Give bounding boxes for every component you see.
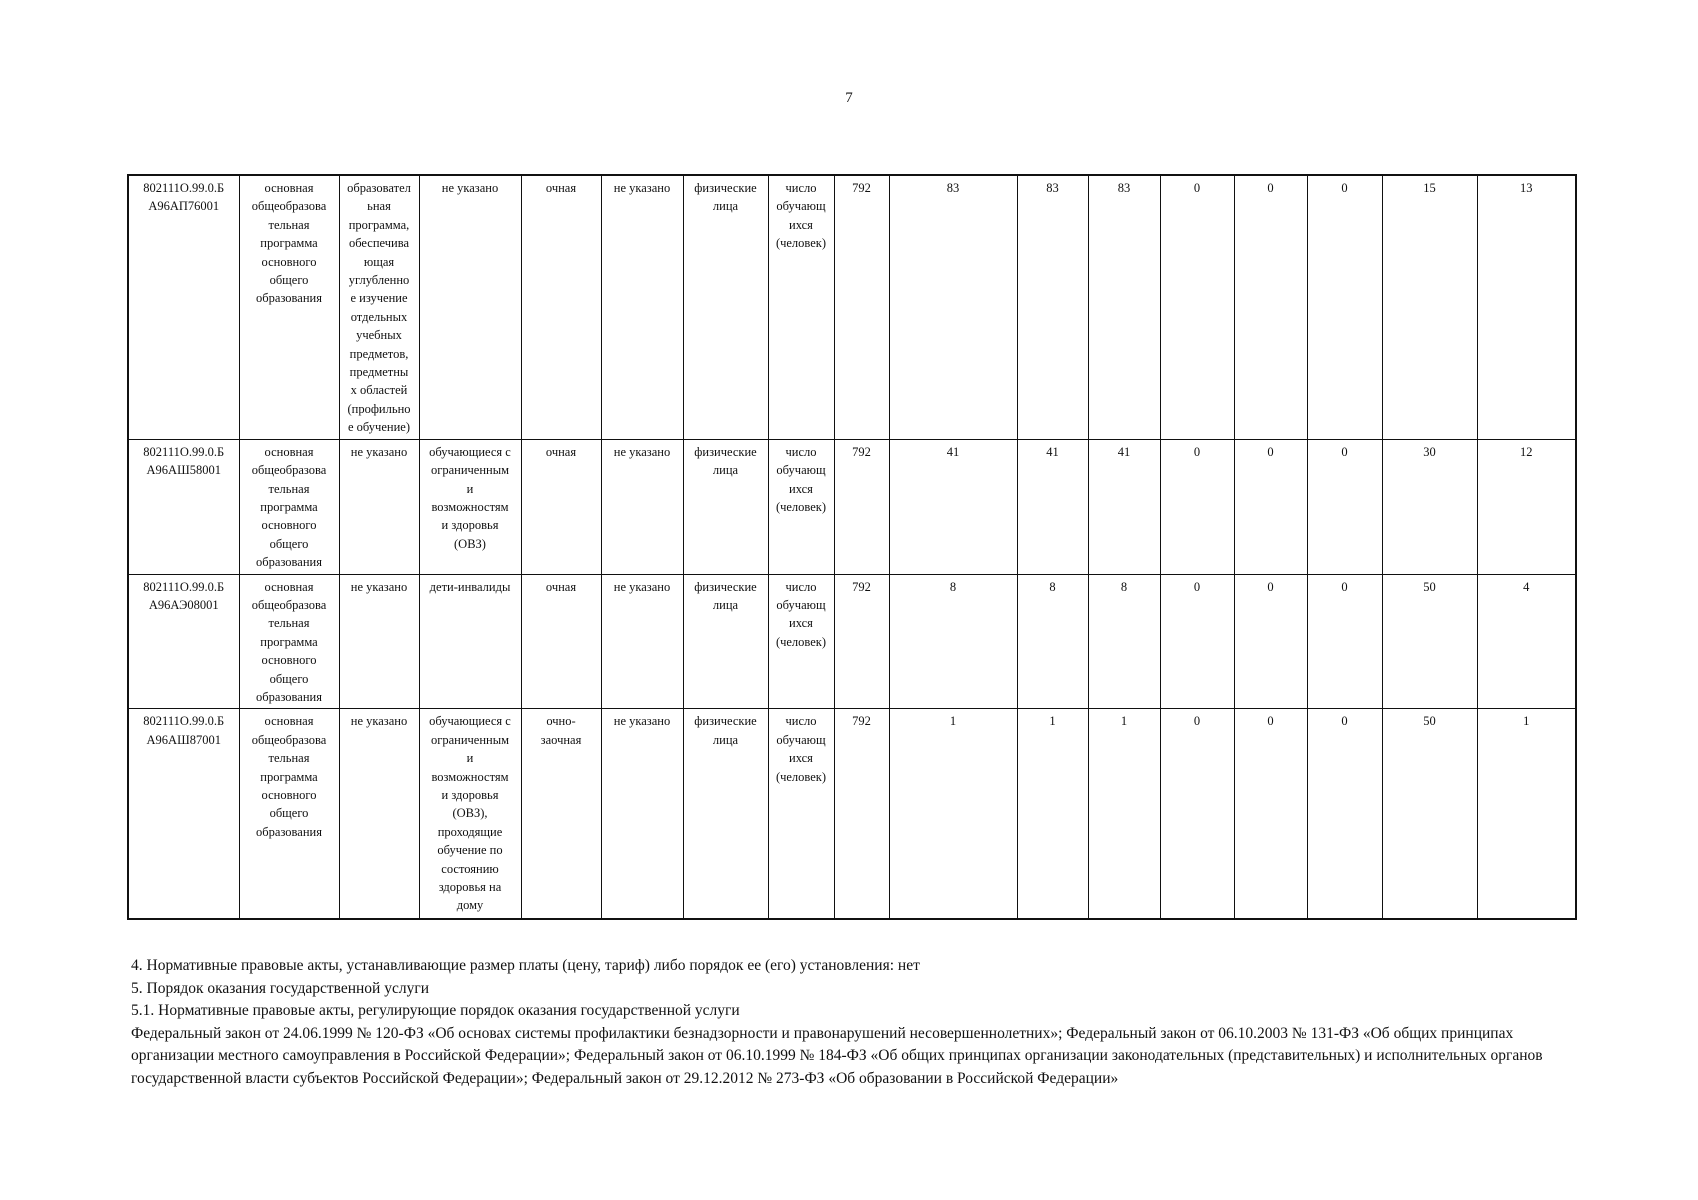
value-cell: 41	[1088, 439, 1160, 574]
value-cell: 12	[1477, 439, 1576, 574]
indicator-cell: число обучающ ихся (человек)	[768, 574, 834, 709]
value-cell: 0	[1234, 574, 1307, 709]
okei-cell: 792	[834, 175, 889, 439]
value-cell: 1	[889, 709, 1017, 919]
value-cell: 0	[1307, 175, 1382, 439]
page-number: 7	[845, 90, 853, 106]
indicator-cell: число обучающ ихся (человек)	[768, 439, 834, 574]
value-cell: 0	[1160, 709, 1234, 919]
program-kind-cell: не указано	[339, 574, 419, 709]
table-body	[128, 175, 1576, 919]
value-cell: 0	[1234, 709, 1307, 919]
consumers-cell: физические лица	[683, 439, 768, 574]
value-cell: 0	[1307, 709, 1382, 919]
consumers-cell: физические лица	[683, 574, 768, 709]
form-detail-cell: не указано	[601, 574, 683, 709]
value-cell: 4	[1477, 574, 1576, 709]
laws-list: Федеральный закон от 24.06.1999 № 120-ФЗ «Об основах системы профилактики безнадзорности и правонарушений несовершеннолетних»; Федеральный закон от 06.10.2003 № 131-ФЗ «Об общих принципах организации местного самоуправления в Российской Федерации»; Федеральный закон от 06.10.1999 № 184-ФЗ «Об общих принципах организации законодательных (представительных) и исполнительных органов государственной власти субъектов Российской Федерации»; Федеральный закон от 29.12.2012 № 273-ФЗ «Об образовании в Российской Федерации»	[131, 1024, 1543, 1087]
code: 802111О.99.0.Б А96АП76001	[128, 175, 239, 439]
services-table	[127, 174, 1577, 920]
table-row	[128, 574, 1576, 709]
value-cell: 15	[1382, 175, 1477, 439]
code: 802111О.99.0.Б А96АШ58001	[128, 439, 239, 574]
category-cell: не указано	[419, 175, 521, 439]
content-cell: основная общеобразова тельная программа основного общего образования	[239, 175, 339, 439]
content-cell: основная общеобразова тельная программа основного общего образования	[239, 709, 339, 919]
okei-cell: 792	[834, 574, 889, 709]
value-cell: 30	[1382, 439, 1477, 574]
category-cell: обучающиеся с ограниченным и возможностям и здоровья (ОВЗ), проходящие обучение по состоянию здоровья на дому	[419, 709, 521, 919]
form-cell: очная	[521, 439, 601, 574]
content-cell: основная общеобразова тельная программа основного общего образования	[239, 574, 339, 709]
form-detail-cell: не указано	[601, 175, 683, 439]
code: 802111О.99.0.Б А96АШ87001	[128, 709, 239, 919]
value-cell: 0	[1160, 175, 1234, 439]
value-cell: 0	[1160, 574, 1234, 709]
consumers-cell: физические лица	[683, 175, 768, 439]
okei-cell: 792	[834, 439, 889, 574]
value-cell: 0	[1160, 439, 1234, 574]
value-cell: 83	[1017, 175, 1088, 439]
consumers-cell: физические лица	[683, 709, 768, 919]
section-5-1: 5.1. Нормативные правовые акты, регулирующие порядок оказания государственной услуги	[131, 1002, 740, 1019]
value-cell: 50	[1382, 709, 1477, 919]
table-row	[128, 709, 1576, 919]
value-cell: 8	[1088, 574, 1160, 709]
value-cell: 8	[1017, 574, 1088, 709]
form-detail-cell: не указано	[601, 439, 683, 574]
content-cell: основная общеобразова тельная программа основного общего образования	[239, 439, 339, 574]
value-cell: 1	[1017, 709, 1088, 919]
form-cell: очно- заочная	[521, 709, 601, 919]
section-5: 5. Порядок оказания государственной услуги	[131, 979, 429, 997]
section-4: 4. Нормативные правовые акты, устанавливающие размер платы (цену, тариф) либо порядок ее (его) установления: нет	[131, 957, 920, 974]
category-cell: обучающиеся с ограниченным и возможностям и здоровья (ОВЗ)	[419, 439, 521, 574]
value-cell: 83	[1088, 175, 1160, 439]
value-cell: 83	[889, 175, 1017, 439]
value-cell: 41	[889, 439, 1017, 574]
indicator-cell: число обучающ ихся (человек)	[768, 709, 834, 919]
value-cell: 8	[889, 574, 1017, 709]
form-detail-cell: не указано	[601, 709, 683, 919]
value-cell: 0	[1307, 574, 1382, 709]
value-cell: 13	[1477, 175, 1576, 439]
value-cell: 50	[1382, 574, 1477, 709]
program-kind-cell: образовател ьная программа, обеспечива ющая углубленно е изучение отдельных учебных предметов, предметны х областей (профильно е обучение)	[339, 175, 419, 439]
document-text	[131, 955, 1571, 1090]
value-cell: 0	[1307, 439, 1382, 574]
code: 802111О.99.0.Б А96АЭ08001	[128, 574, 239, 709]
form-cell: очная	[521, 175, 601, 439]
program-kind-cell: не указано	[339, 709, 419, 919]
value-cell: 1	[1477, 709, 1576, 919]
table-row	[128, 175, 1576, 439]
value-cell: 0	[1234, 439, 1307, 574]
category-cell: дети-инвалиды	[419, 574, 521, 709]
value-cell: 0	[1234, 175, 1307, 439]
indicator-cell: число обучающ ихся (человек)	[768, 175, 834, 439]
form-cell: очная	[521, 574, 601, 709]
table-row	[128, 439, 1576, 574]
okei-cell: 792	[834, 709, 889, 919]
value-cell: 41	[1017, 439, 1088, 574]
program-kind-cell: не указано	[339, 439, 419, 574]
value-cell: 1	[1088, 709, 1160, 919]
